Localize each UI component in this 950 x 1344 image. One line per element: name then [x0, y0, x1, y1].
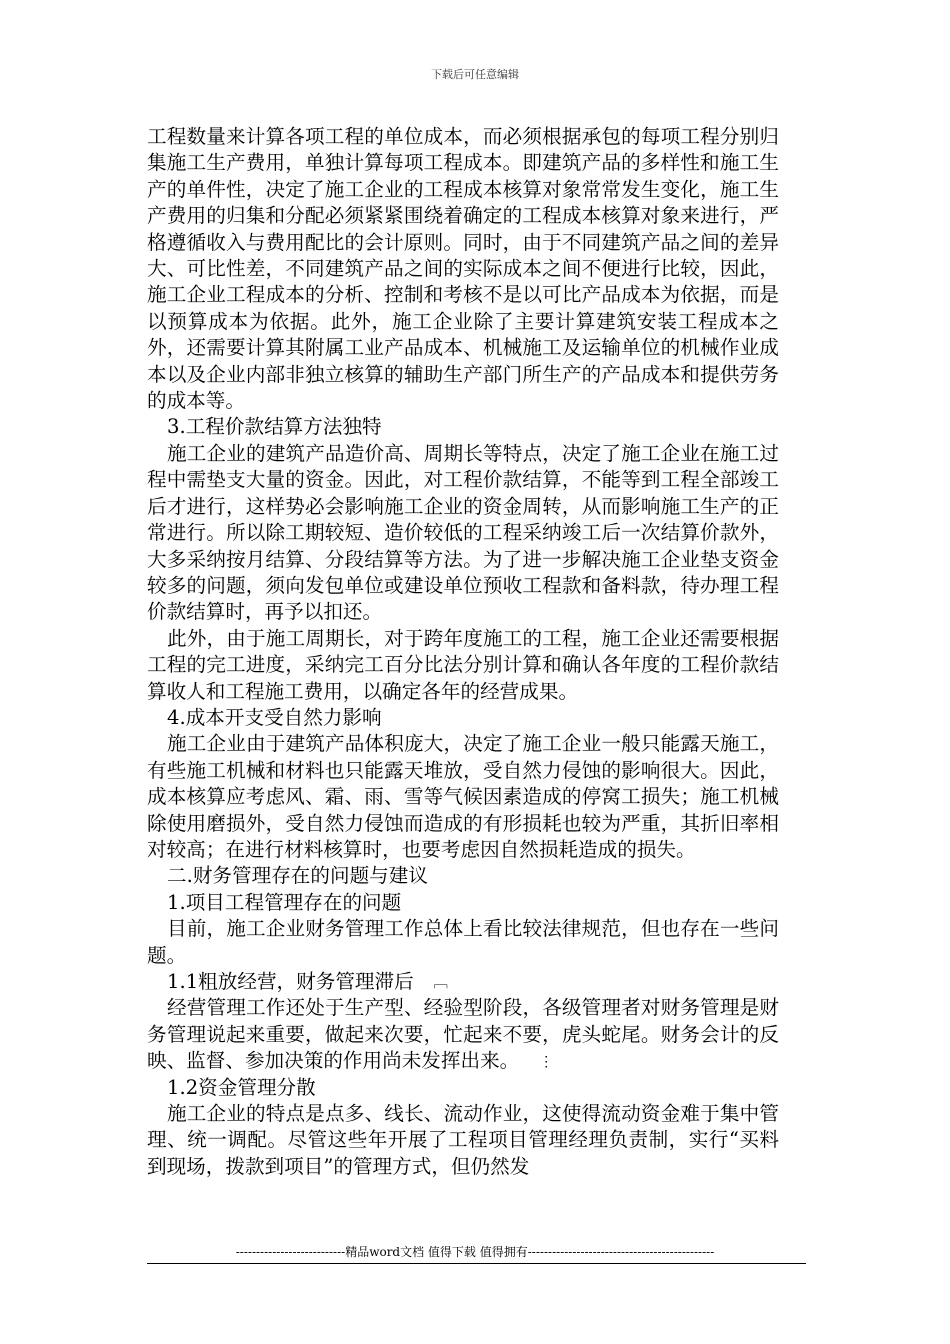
paragraph: [147, 441, 779, 626]
footer-divider: [147, 1263, 806, 1264]
heading-text: 二.财务管理存在的问题与建议: [167, 864, 428, 888]
section-heading: [147, 863, 779, 889]
paragraph: [147, 626, 779, 705]
paragraph: [147, 1101, 779, 1180]
heading-text: 3.工程价款结算方法独特: [167, 415, 382, 439]
paragraph-text: 施工企业的特点是点多、线长、流动作业，这使得流动资金难于集中管理、统一调配。尽管这些年开展了工程项目管理经理负责制，实行“买料到现场，拨款到项目”的管理方式，但仍然发: [147, 1102, 779, 1178]
section-heading: [147, 414, 779, 440]
paragraph-text: 施工企业的建筑产品造价高、周期长等特点，决定了施工企业在施工过程中需垫支大量的资金。因此，对工程价款结算，不能等到工程全部竣工后才进行，这样势必会影响施工企业的资金周转，从而影响施工生产的正常进行。所以除工期较短、造价较低的工程采纳竣工后一次结算价款外，大多采纳按月结算、分段结算等方法。为了进一步解决施工企业垫支资金较多的问题，须向发包单位或建设单位预收工程款和备料款，待办理工程价款结算时，再予以扣还。: [147, 441, 779, 624]
paragraph-text: 目前，施工企业财务管理工作总体上看比较法律规范，但也存在一些问题。: [147, 917, 779, 967]
paragraph-text: 工程数量来计算各项工程的单位成本，而必须根据承包的每项工程分别归集施工生产费用，单独计算每项工程成本。即建筑产品的多样性和施工生产的单件性，决定了施工企业的工程成本核算对象常常发生变化，施工生产费用的归集和分配必须紧紧围绕着确定的工程成本核算对象来进行，严格遵循收入与费用配比的会计原则。同时，由于不同建筑产品之间的差异大、可比性差，不同建筑产品之间的实际成本之间不便进行比较，因此，施工企业工程成本的分析、控制和考核不是以可比产品成本为依据，而是以预算成本为依据。此外，施工企业除了主要计算建筑安装工程成本之外，还需要计算其附属工业产品成本、机械施工及运输单位的机械作业成本以及企业内部非独立核算的辅助生产部门所生产的产品成本和提供劳务的成本等。: [147, 125, 779, 413]
document-body: [147, 124, 779, 1180]
ellipsis-mark-icon: ⋮: [539, 1053, 554, 1070]
heading-text: 1.2资金管理分散: [167, 1075, 316, 1099]
paragraph: [147, 916, 779, 969]
paragraph-text: 施工企业由于建筑产品体积庞大，决定了施工企业一般只能露天施工，有些施工机械和材料也只能露天堆放，受自然力侵蚀的影响很大。因此，成本核算应考虑风、霜、雨、雪等气候因素造成的停窝工损失；施工机械除使用磨损外，受自然力侵蚀而造成的有形损耗也较为严重，其折旧率相对较高；在进行材料核算时，也要考虑因自然损耗造成的损失。: [147, 732, 779, 861]
paragraph: [147, 995, 779, 1074]
paragraph-text: 经营管理工作还处于生产型、经验型阶段，各级管理者对财务管理是财务管理说起来重要，做起来次要，忙起来不要，虎头蛇尾。财务会计的反映、监督、参加决策的作用尚未发挥出来。: [147, 996, 779, 1073]
page-footer: ---------------------------精品word文档 值得下载 值得拥有----------------------------------------------: [235, 1245, 715, 1259]
section-heading: [147, 969, 779, 995]
paragraph: [147, 731, 779, 863]
page-header: 下载后可任意编辑: [431, 68, 519, 81]
bracket-mark-icon: ﹇: [433, 974, 448, 991]
heading-text: 1.1粗放经营，财务管理滞后: [167, 970, 414, 993]
heading-text: 4.成本开支受自然力影响: [167, 705, 382, 729]
section-heading: [147, 705, 779, 731]
section-heading: [147, 1075, 779, 1101]
paragraph-text: 此外，由于施工周期长，对于跨年度施工的工程，施工企业还需要根据工程的完工进度，采纳完工百分比法分别计算和确认各年度的工程价款结算收人和工程施工费用，以确定各年的经营成果。: [147, 626, 779, 703]
section-heading: [147, 890, 779, 916]
paragraph: [147, 124, 779, 414]
heading-text: 1.项目工程管理存在的问题: [167, 890, 402, 914]
